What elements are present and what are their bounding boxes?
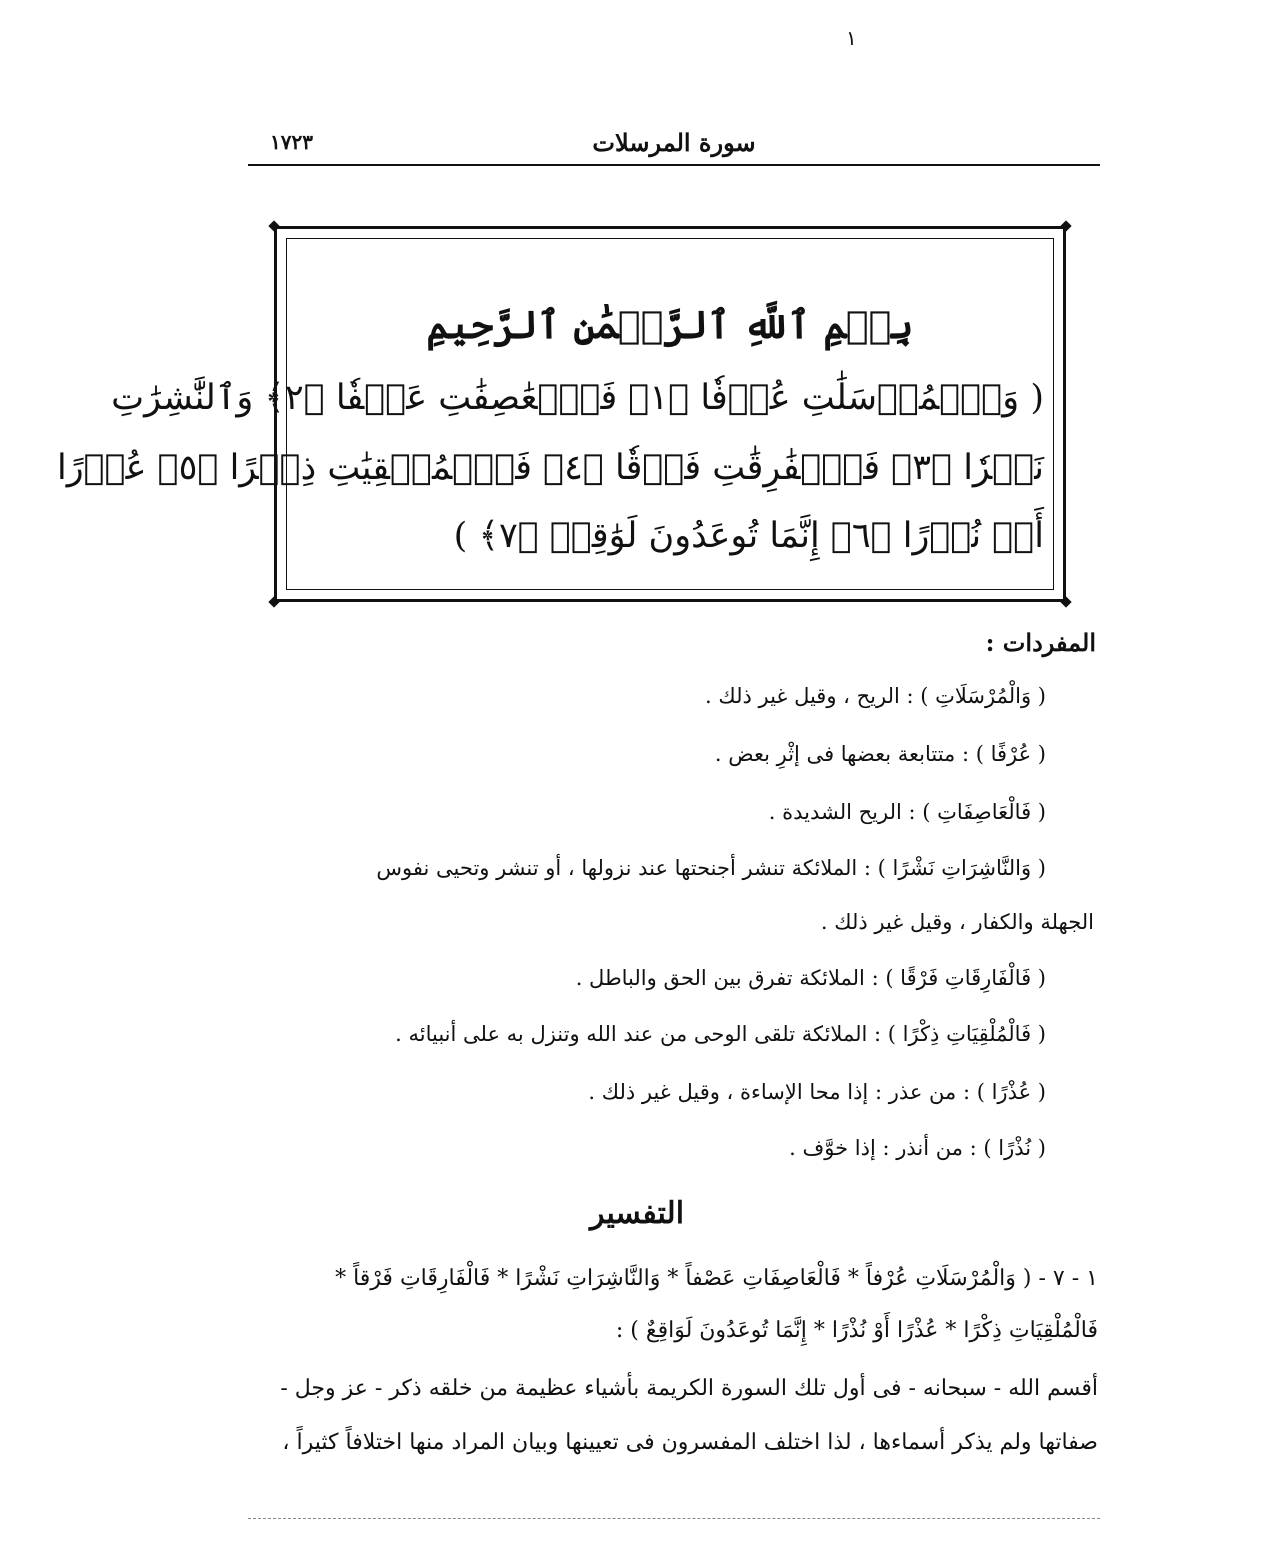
tafsir-line: صفاتها ولم يذكر أسماءها ، لذا اختلف المفسرون فى تعيينها وبيان المراد منها اختلافاً كثيراً ، <box>282 1430 1098 1455</box>
verse-line: أَوۡ نُذۡرًا ﴿٦﴾ إِنَّمَا تُوعَدُونَ لَوَٰقِعٞ ﴿٧﴾ ) <box>453 516 1044 556</box>
verse-line: نَشۡرٗا ﴿٣﴾ فَٱلۡفَٰرِقَٰتِ فَرۡقٗا ﴿٤﴾ فَٱلۡمُلۡقِيَٰتِ ذِكۡرًا ﴿٥﴾ عُذۡرًا <box>56 448 1044 488</box>
vocabulary-entry: ( فَالْمُلْقِيَاتِ ذِكْرًا ) : الملائكة تلقى الوحى من عند الله وتنزل به على أنبيائه . <box>395 1022 1046 1046</box>
vocabulary-entry: ( عُرْفًا ) : متتابعة بعضها فى إثْرِ بعض . <box>714 742 1046 766</box>
basmala: بِسۡمِ ٱللَّهِ ٱلرَّحۡمَٰنِ ٱلرَّحِيمِ <box>426 302 914 347</box>
vocabulary-entry: ( عُذْرًا ) : من عذر : إذا محا الإساءة ، وقيل غير ذلك . <box>588 1080 1046 1104</box>
vocabulary-entry: ( وَالنَّاشِرَاتِ نَشْرًا ) : الملائكة تنشر أجنحتها عند نزولها ، أو تنشر وتحيى نفوس <box>376 856 1046 880</box>
page-number: ١٧٢٣ <box>270 130 313 154</box>
vocabulary-entry: ( نُذْرًا ) : من أنذر : إذا خوَّف . <box>789 1136 1046 1160</box>
vocabulary-entry-continuation: الجهلة والكفار ، وقيل غير ذلك . <box>820 910 1094 934</box>
vocabulary-entry: ( وَالْمُرْسَلَاتِ ) : الريح ، وقيل غير ذلك . <box>705 684 1046 708</box>
tafsir-line: أقسم الله - سبحانه - فى أول تلك السورة الكريمة بأشياء عظيمة من خلقه ذكر - عز وجل - <box>280 1376 1098 1401</box>
bottom-rule <box>248 1518 1100 1519</box>
vocabulary-entry: ( فَالْفَارِقَاتِ فَرْقًا ) : الملائكة تفرق بين الحق والباطل . <box>575 966 1046 990</box>
tafsir-line: ١ - ٧ - ( وَالْمُرْسَلَاتِ عُرْفاً * فَالْعَاصِفَاتِ عَصْفاً * وَالنَّاشِرَاتِ نَشْرًا * فَالْفَارِقَاتِ فَرْقاً * <box>335 1266 1098 1291</box>
verse-line: ( وَٱلۡمُرۡسَلَٰتِ عُرۡفٗا ﴿١﴾ فَٱلۡعَٰصِفَٰتِ عَصۡفٗا ﴿٢﴾ وَٱلنَّٰشِرَٰتِ <box>111 378 1044 418</box>
tafsir-line: فَالْمُلْقِيَاتِ ذِكْرًا * عُذْرًا أَوْ نُذْرًا * إِنَّمَا تُوعَدُونَ لَوَاقِعٌ ) : <box>615 1318 1098 1343</box>
surah-title: سورة المرسلات <box>592 128 756 157</box>
vocabulary-heading: المفردات : <box>985 628 1096 657</box>
vocabulary-entry: ( فَالْعَاصِفَاتِ ) : الريح الشديدة . <box>768 800 1046 824</box>
running-header <box>248 122 1100 166</box>
tafsir-heading: التفسير <box>589 1196 685 1231</box>
verse-frame <box>56 226 1066 602</box>
corner-mark: ١ <box>846 26 857 50</box>
